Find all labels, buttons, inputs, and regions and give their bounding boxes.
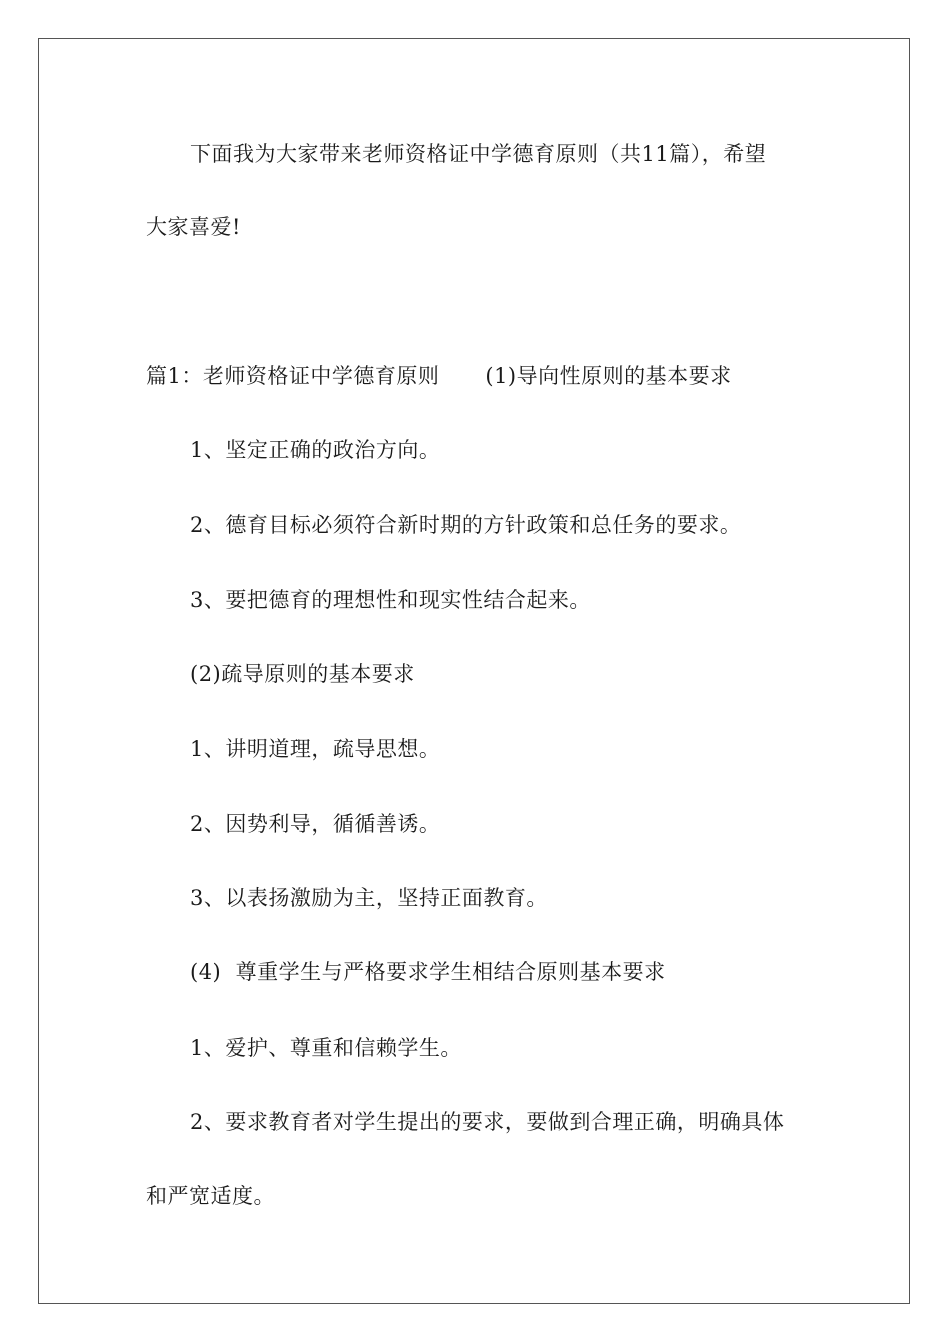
list-item: 1、爱护、尊重和信赖学生。	[190, 1036, 462, 1060]
section-heading-row	[146, 362, 732, 390]
section-heading: 篇1：老师资格证中学德育原则	[146, 364, 440, 388]
subsection-title: (2)疏导原则的基本要求	[190, 662, 415, 686]
section-subheading: (1)导向性原则的基本要求	[485, 364, 732, 388]
list-item: 1、坚定正确的政治方向。	[190, 438, 441, 462]
list-item: 2、因势利导，循循善诱。	[190, 812, 441, 836]
list-item: 3、要把德育的理想性和现实性结合起来。	[190, 588, 591, 612]
list-item: 2、要求教育者对学生提出的要求，要做到合理正确，明确具体	[190, 1110, 785, 1134]
subsection-title: (4) 尊重学生与严格要求学生相结合原则基本要求	[190, 960, 666, 984]
list-item: 2、德育目标必须符合新时期的方针政策和总任务的要求。	[190, 513, 742, 537]
list-item-continuation: 和严宽适度。	[146, 1184, 275, 1208]
list-item: 1、讲明道理，疏导思想。	[190, 737, 441, 761]
intro-line-2: 大家喜爱!	[146, 215, 241, 239]
list-item: 3、以表扬激励为主，坚持正面教育。	[190, 886, 548, 910]
intro-line-1: 下面我为大家带来老师资格证中学德育原则（共11篇），希望	[190, 142, 767, 166]
